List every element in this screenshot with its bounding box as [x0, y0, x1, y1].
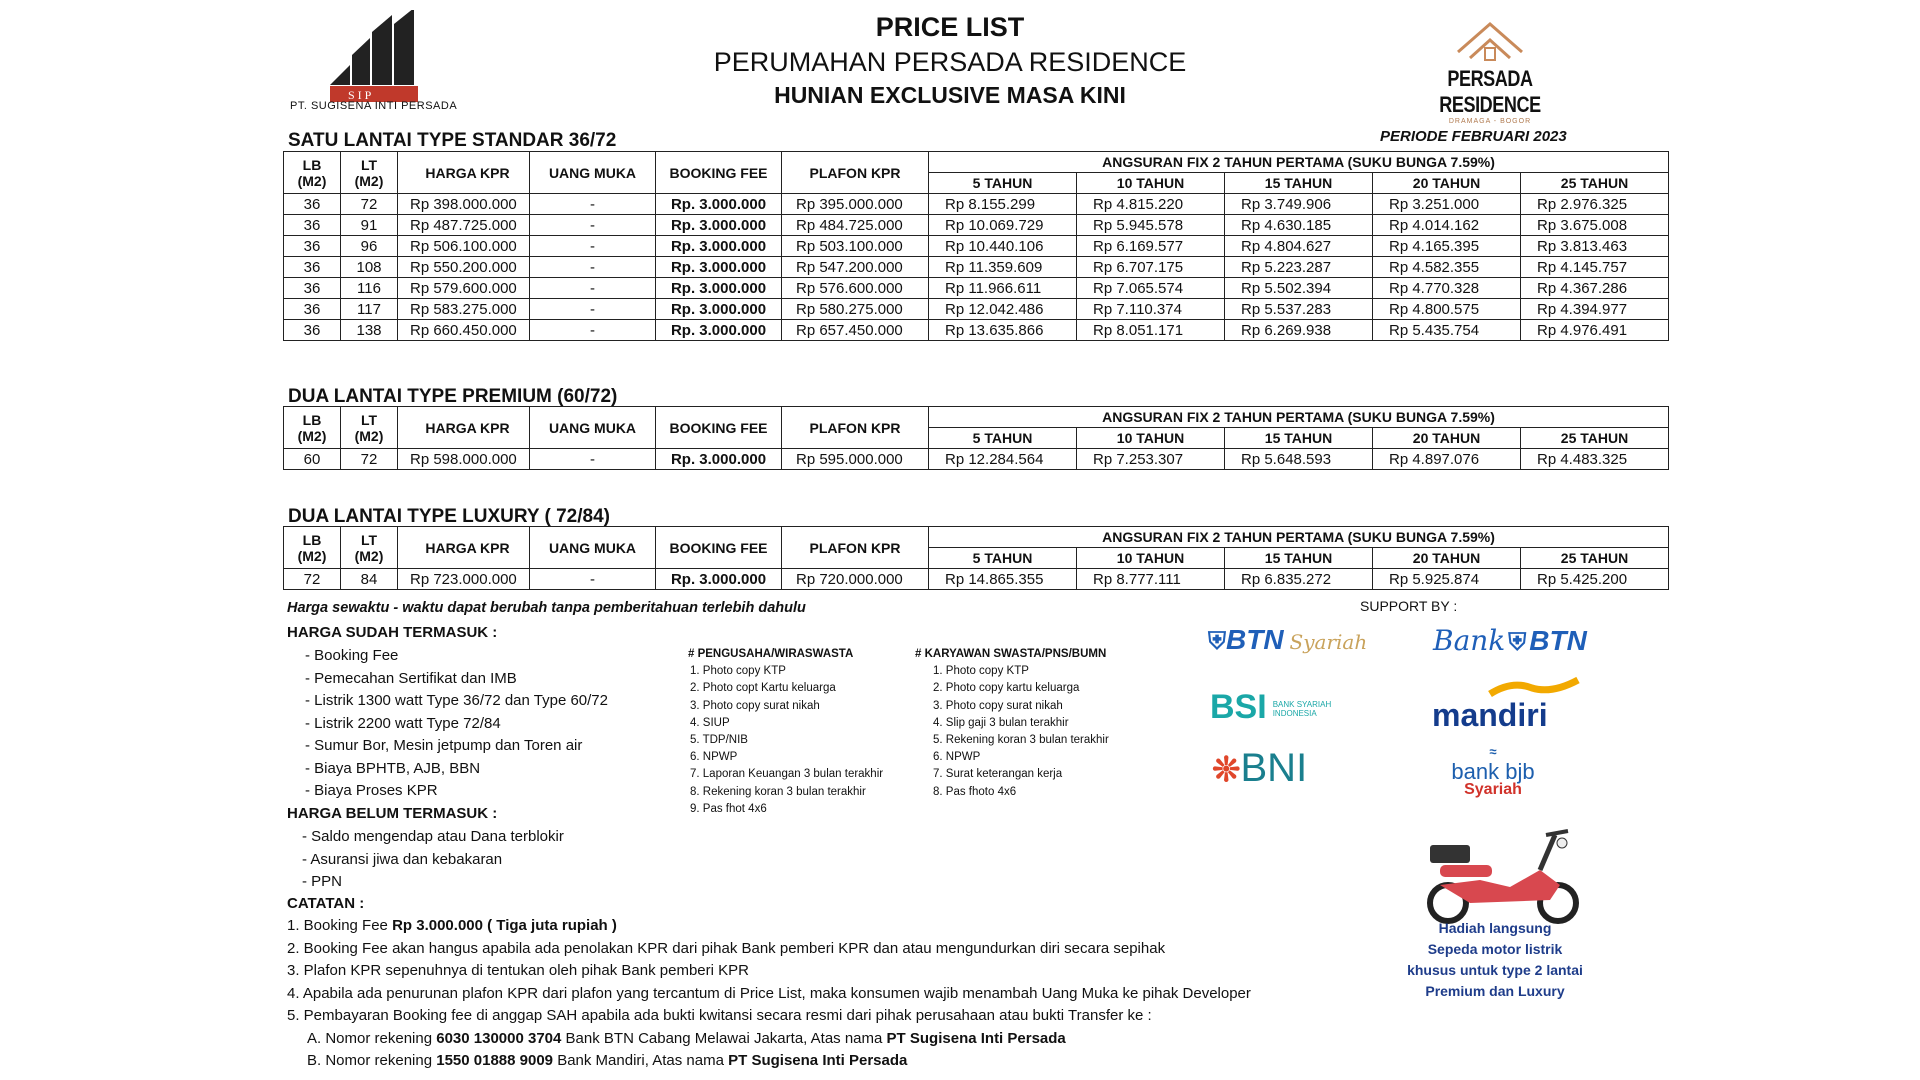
page-tagline: HUNIAN EXCLUSIVE MASA KINI: [774, 82, 1126, 108]
table-cell: Rp 4.582.355: [1373, 257, 1521, 278]
list-item: 6. NPWP: [933, 751, 981, 764]
table-cell: -: [530, 449, 656, 470]
table-cell: 72: [341, 194, 398, 215]
col-header-year: 5 TAHUN: [929, 548, 1077, 569]
table-cell: Rp 720.000.000: [782, 569, 929, 590]
table-cell: Rp 484.725.000: [782, 215, 929, 236]
table-cell: Rp 4.394.977: [1521, 299, 1669, 320]
list-item: 5. TDP/NIB: [690, 734, 748, 747]
table-cell: 36: [284, 236, 341, 257]
table-cell: Rp 2.976.325: [1521, 194, 1669, 215]
persada-logo: [1390, 10, 1590, 125]
list-item: 2. Photo copt Kartu keluarga: [690, 682, 836, 695]
col-header-plafon-kpr: PLAFON KPR: [782, 152, 929, 194]
table-cell: Rp. 3.000.000: [656, 449, 782, 470]
docs-karyawan-list: [915, 663, 1109, 801]
table-cell: Rp 6.835.272: [1225, 569, 1373, 590]
table-cell: -: [530, 215, 656, 236]
col-header-year: 10 TAHUN: [1077, 173, 1225, 194]
table-cell: Rp 4.165.395: [1373, 236, 1521, 257]
catatan-item-4: 4. Apabila ada penurunan plafon KPR dari plafon yang tercantum di Price List, maka konsumen wajib menambah Uang Muka ke pihak Developer: [287, 984, 1251, 1002]
catatan-item-2: 2. Booking Fee akan hangus apabila ada penolakan KPR dari pihak Bank pemberi KPR dan atau mengundurkan diri secara sepihak: [287, 939, 1166, 957]
col-header-year: 20 TAHUN: [1373, 548, 1521, 569]
table-cell: Rp 12.284.564: [929, 449, 1077, 470]
docs-pengusaha: [688, 646, 883, 818]
table-cell: 138: [341, 320, 398, 341]
bsi-logo: BSI BANK SYARIAH INDONESIA: [1210, 688, 1332, 726]
col-header-year: 5 TAHUN: [929, 428, 1077, 449]
table-cell: Rp 576.600.000: [782, 278, 929, 299]
table-cell: Rp 595.000.000: [782, 449, 929, 470]
table-cell: 84: [341, 569, 398, 590]
table-cell: Rp 10.069.729: [929, 215, 1077, 236]
list-item: 1. Photo copy KTP: [933, 665, 1029, 678]
col-header-lb: LB (M2): [284, 527, 341, 569]
table-cell: 60: [284, 449, 341, 470]
list-item: 4. SIUP: [690, 716, 730, 729]
bjb-logo: ≈ bank bjb Syariah: [1443, 744, 1543, 799]
docs-karyawan: [915, 646, 1109, 801]
table-cell: 91: [341, 215, 398, 236]
list-item: 8. Pas fhoto 4x6: [933, 785, 1017, 798]
table-row: [284, 257, 1669, 278]
list-item: - Biaya BPHTB, AJB, BBN: [305, 758, 608, 781]
docs-karyawan-title: # KARYAWAN SWASTA/PNS/BUMN: [915, 648, 1107, 660]
price-note: Harga sewaktu - waktu dapat berubah tanpa pemberitahuan terlebih dahulu: [287, 600, 806, 616]
table-cell: Rp 5.945.578: [1077, 215, 1225, 236]
bank-btn-logo: Bank ⛨ BTN: [1433, 624, 1587, 657]
col-header-year: 25 TAHUN: [1521, 548, 1669, 569]
table-cell: Rp 4.976.491: [1521, 320, 1669, 341]
table-cell: Rp 3.251.000: [1373, 194, 1521, 215]
table-cell: Rp 8.155.299: [929, 194, 1077, 215]
table-cell: Rp 503.100.000: [782, 236, 929, 257]
table-cell: Rp 11.966.611: [929, 278, 1077, 299]
table-cell: Rp 5.537.283: [1225, 299, 1373, 320]
table-cell: Rp 487.725.000: [398, 215, 530, 236]
table-cell: Rp. 3.000.000: [656, 215, 782, 236]
docs-pengusaha-title: # PENGUSAHA/WIRASWASTA: [688, 648, 854, 660]
list-item: 3. Photo copy surat nikah: [933, 699, 1063, 712]
section-title-premium: DUA LANTAI TYPE PREMIUM (60/72): [288, 386, 618, 407]
gift-line-4: Premium dan Luxury: [1425, 983, 1565, 999]
table-cell: -: [530, 278, 656, 299]
table-row: [284, 320, 1669, 341]
catatan-item-5: 5. Pembayaran Booking fee di anggap SAH apabila ada bukti kwitansi secara resmi dari pihak perusahaan atau bukti Transfer ke :: [287, 1007, 1152, 1024]
included-list: [305, 645, 608, 803]
col-header-year: 10 TAHUN: [1077, 548, 1225, 569]
btn-shield-icon: ⛨: [1208, 628, 1226, 655]
table-cell: Rp 398.000.000: [398, 194, 530, 215]
table-cell: 108: [341, 257, 398, 278]
table-cell: Rp. 3.000.000: [656, 236, 782, 257]
gift-line-1: Hadiah langsung: [1438, 920, 1552, 936]
col-header-harga-kpr: HARGA KPR: [398, 407, 530, 449]
table-cell: -: [530, 236, 656, 257]
col-header-plafon-kpr: PLAFON KPR: [782, 407, 929, 449]
table-cell: Rp 4.815.220: [1077, 194, 1225, 215]
table-cell: Rp 12.042.486: [929, 299, 1077, 320]
table-cell: -: [530, 320, 656, 341]
bni-mark-icon: ❊: [1212, 751, 1241, 789]
bjb-mark-icon: ≈: [1489, 744, 1497, 759]
list-item: 6. NPWP: [690, 751, 738, 764]
table-cell: Rp. 3.000.000: [656, 299, 782, 320]
table-cell: Rp 7.253.307: [1077, 449, 1225, 470]
col-header-plafon-kpr: PLAFON KPR: [782, 527, 929, 569]
table-cell: Rp 4.800.575: [1373, 299, 1521, 320]
table-cell: Rp 579.600.000: [398, 278, 530, 299]
table-cell: 36: [284, 257, 341, 278]
table-cell: -: [530, 569, 656, 590]
table-cell: Rp 14.865.355: [929, 569, 1077, 590]
list-item: 1. Photo copy KTP: [690, 665, 786, 678]
support-by-label: SUPPORT BY :: [1360, 598, 1458, 614]
table-cell: Rp 395.000.000: [782, 194, 929, 215]
col-header-lb: LB (M2): [284, 407, 341, 449]
table-cell: 36: [284, 299, 341, 320]
section-title-standar: SATU LANTAI TYPE STANDAR 36/72: [288, 130, 617, 151]
mandiri-wordmark: mandiri: [1432, 697, 1548, 733]
table-cell: Rp 5.425.200: [1521, 569, 1669, 590]
table-cell: Rp 6.269.938: [1225, 320, 1373, 341]
table-cell: Rp 11.359.609: [929, 257, 1077, 278]
list-item: - Listrik 2200 watt Type 72/84: [305, 713, 608, 736]
page-title: PRICE LIST: [875, 12, 1025, 42]
table-cell: 116: [341, 278, 398, 299]
bni-logo: ❊BNI: [1212, 746, 1308, 790]
table-cell: Rp 5.502.394: [1225, 278, 1373, 299]
col-header-uang-muka: UANG MUKA: [530, 527, 656, 569]
table-cell: Rp 5.223.287: [1225, 257, 1373, 278]
list-item: - PPN: [302, 871, 564, 894]
col-header-angsuran: ANGSURAN FIX 2 TAHUN PERTAMA (SUKU BUNGA 7.59%): [929, 152, 1669, 173]
list-item: 5. Rekening koran 3 bulan terakhir: [933, 734, 1109, 747]
list-item: 8. Rekening koran 3 bulan terakhir: [690, 785, 866, 798]
list-item: - Listrik 1300 watt Type 36/72 dan Type 60/72: [305, 690, 608, 713]
col-header-harga-kpr: HARGA KPR: [398, 152, 530, 194]
col-header-year: 25 TAHUN: [1521, 173, 1669, 194]
table-cell: Rp 547.200.000: [782, 257, 929, 278]
table-cell: Rp 5.648.593: [1225, 449, 1373, 470]
table-cell: Rp 13.635.866: [929, 320, 1077, 341]
list-item: 7. Laporan Keuangan 3 bulan terakhir: [690, 768, 884, 781]
house-roof-icon: [1450, 10, 1530, 65]
table-row: [284, 194, 1669, 215]
table-cell: 36: [284, 194, 341, 215]
docs-pengusaha-list: [688, 663, 883, 818]
electric-scooter-image: [1410, 825, 1590, 925]
col-header-lt: LT (M2): [341, 152, 398, 194]
table-cell: Rp. 3.000.000: [656, 194, 782, 215]
col-header-lt: LT (M2): [341, 407, 398, 449]
mandiri-logo: [1432, 676, 1582, 736]
table-cell: Rp 660.450.000: [398, 320, 530, 341]
col-header-angsuran: ANGSURAN FIX 2 TAHUN PERTAMA (SUKU BUNGA 7.59%): [929, 527, 1669, 548]
table-cell: Rp. 3.000.000: [656, 278, 782, 299]
table-cell: Rp 657.450.000: [782, 320, 929, 341]
table-cell: Rp 8.777.111: [1077, 569, 1225, 590]
included-title: HARGA SUDAH TERMASUK :: [287, 624, 498, 641]
company-caption: PT. SUGISENA INTI PERSADA: [290, 100, 458, 112]
table-cell: 72: [284, 569, 341, 590]
list-item: - Biaya Proses KPR: [305, 780, 608, 803]
table-row: [284, 449, 1669, 470]
table-row: [284, 215, 1669, 236]
col-header-lb: LB (M2): [284, 152, 341, 194]
col-header-harga-kpr: HARGA KPR: [398, 527, 530, 569]
table-cell: Rp 4.770.328: [1373, 278, 1521, 299]
table-cell: Rp 580.275.000: [782, 299, 929, 320]
col-header-year: 20 TAHUN: [1373, 428, 1521, 449]
price-table-standar: [283, 151, 1669, 341]
col-header-uang-muka: UANG MUKA: [530, 407, 656, 449]
table-cell: Rp. 3.000.000: [656, 320, 782, 341]
page-subtitle: PERUMAHAN PERSADA RESIDENCE: [713, 47, 1187, 77]
col-header-year: 15 TAHUN: [1225, 548, 1373, 569]
table-cell: Rp 583.275.000: [398, 299, 530, 320]
table-cell: Rp 4.483.325: [1521, 449, 1669, 470]
table-cell: 36: [284, 278, 341, 299]
col-header-year: 25 TAHUN: [1521, 428, 1669, 449]
table-cell: 36: [284, 320, 341, 341]
excluded-list: [302, 826, 564, 894]
table-cell: Rp 550.200.000: [398, 257, 530, 278]
persada-logo-location: DRAMAGA - BOGOR: [1448, 118, 1532, 125]
table-cell: 72: [341, 449, 398, 470]
table-cell: Rp. 3.000.000: [656, 257, 782, 278]
table-cell: Rp 4.014.162: [1373, 215, 1521, 236]
catatan-title: CATATAN :: [287, 895, 365, 912]
table-cell: Rp 4.630.185: [1225, 215, 1373, 236]
table-row: [284, 299, 1669, 320]
excluded-title: HARGA BELUM TERMASUK :: [287, 805, 498, 822]
table-row: [284, 236, 1669, 257]
table-cell: Rp 8.051.171: [1077, 320, 1225, 341]
table-cell: Rp 3.675.008: [1521, 215, 1669, 236]
col-header-year: 10 TAHUN: [1077, 428, 1225, 449]
table-cell: 36: [284, 215, 341, 236]
col-header-booking-fee: BOOKING FEE: [656, 407, 782, 449]
list-item: - Sumur Bor, Mesin jetpump dan Toren air: [305, 735, 608, 758]
table-row: [284, 278, 1669, 299]
table-cell: Rp 4.145.757: [1521, 257, 1669, 278]
col-header-year: 15 TAHUN: [1225, 173, 1373, 194]
table-row: [284, 569, 1669, 590]
catatan-list: [287, 915, 1251, 1073]
header: [700, 12, 1200, 109]
col-header-booking-fee: BOOKING FEE: [656, 152, 782, 194]
list-item: 3. Photo copy surat nikah: [690, 699, 820, 712]
catatan-rekening-b: B. Nomor rekening 1550 01888 9009 Bank Mandiri, Atas nama PT Sugisena Inti Persada: [307, 1052, 908, 1069]
table-cell: Rp 4.897.076: [1373, 449, 1521, 470]
table-cell: -: [530, 194, 656, 215]
table-cell: 117: [341, 299, 398, 320]
table-cell: Rp 7.065.574: [1077, 278, 1225, 299]
col-header-booking-fee: BOOKING FEE: [656, 527, 782, 569]
list-item: 4. Slip gaji 3 bulan terakhir: [933, 716, 1069, 729]
gift-line-2: Sepeda motor listrik: [1427, 941, 1563, 957]
gift-line-3: khusus untuk type 2 lantai: [1407, 962, 1583, 978]
periode: PERIODE FEBRUARI 2023: [1380, 128, 1567, 145]
col-header-year: 5 TAHUN: [929, 173, 1077, 194]
table-cell: Rp 598.000.000: [398, 449, 530, 470]
table-cell: Rp 5.925.874: [1373, 569, 1521, 590]
sip-logo-mark: S I P: [348, 88, 372, 102]
table-cell: -: [530, 299, 656, 320]
table-cell: Rp 6.707.175: [1077, 257, 1225, 278]
table-cell: Rp 3.813.463: [1521, 236, 1669, 257]
list-item: - Booking Fee: [305, 645, 608, 668]
section-title-luxury: DUA LANTAI TYPE LUXURY ( 72/84): [288, 506, 610, 527]
btn-syariah-logo: ⛨BTN Syariah: [1208, 624, 1368, 655]
mandiri-wave-icon: [1432, 676, 1582, 698]
table-cell: -: [530, 257, 656, 278]
table-cell: Rp 506.100.000: [398, 236, 530, 257]
col-header-year: 20 TAHUN: [1373, 173, 1521, 194]
list-item: - Asuransi jiwa dan kebakaran: [302, 849, 564, 872]
col-header-year: 15 TAHUN: [1225, 428, 1373, 449]
col-header-uang-muka: UANG MUKA: [530, 152, 656, 194]
persada-logo-name: PERSADA RESIDENCE: [1439, 66, 1541, 117]
price-table-premium: [283, 406, 1669, 470]
catatan-item-1: 1. Booking Fee Rp 3.000.000 ( Tiga juta rupiah ): [287, 917, 617, 934]
col-header-lt: LT (M2): [341, 527, 398, 569]
list-item: - Saldo mengendap atau Dana terblokir: [302, 826, 564, 849]
table-cell: Rp 3.749.906: [1225, 194, 1373, 215]
table-cell: Rp 6.169.577: [1077, 236, 1225, 257]
table-cell: Rp 723.000.000: [398, 569, 530, 590]
table-cell: 96: [341, 236, 398, 257]
table-cell: Rp 4.804.627: [1225, 236, 1373, 257]
gift-text: [1385, 918, 1605, 1002]
price-table-luxury: [283, 526, 1669, 590]
list-item: 2. Photo copy kartu keluarga: [933, 682, 1080, 695]
table-cell: Rp 4.367.286: [1521, 278, 1669, 299]
list-item: - Pemecahan Sertifikat dan IMB: [305, 668, 608, 691]
table-cell: Rp. 3.000.000: [656, 569, 782, 590]
col-header-angsuran: ANGSURAN FIX 2 TAHUN PERTAMA (SUKU BUNGA 7.59%): [929, 407, 1669, 428]
table-cell: Rp 5.435.754: [1373, 320, 1521, 341]
btn-shield-icon: ⛨: [1508, 629, 1527, 656]
list-item: 9. Pas fhot 4x6: [690, 802, 767, 815]
table-cell: Rp 7.110.374: [1077, 299, 1225, 320]
catatan-rekening-a: A. Nomor rekening 6030 130000 3704 Bank BTN Cabang Melawai Jakarta, Atas nama PT Sugisena Inti Persada: [307, 1029, 1066, 1047]
table-cell: Rp 10.440.106: [929, 236, 1077, 257]
catatan-item-3: 3. Plafon KPR sepenuhnya di tentukan oleh pihak Bank pemberi KPR: [287, 962, 749, 979]
list-item: 7. Surat keterangan kerja: [933, 768, 1063, 781]
